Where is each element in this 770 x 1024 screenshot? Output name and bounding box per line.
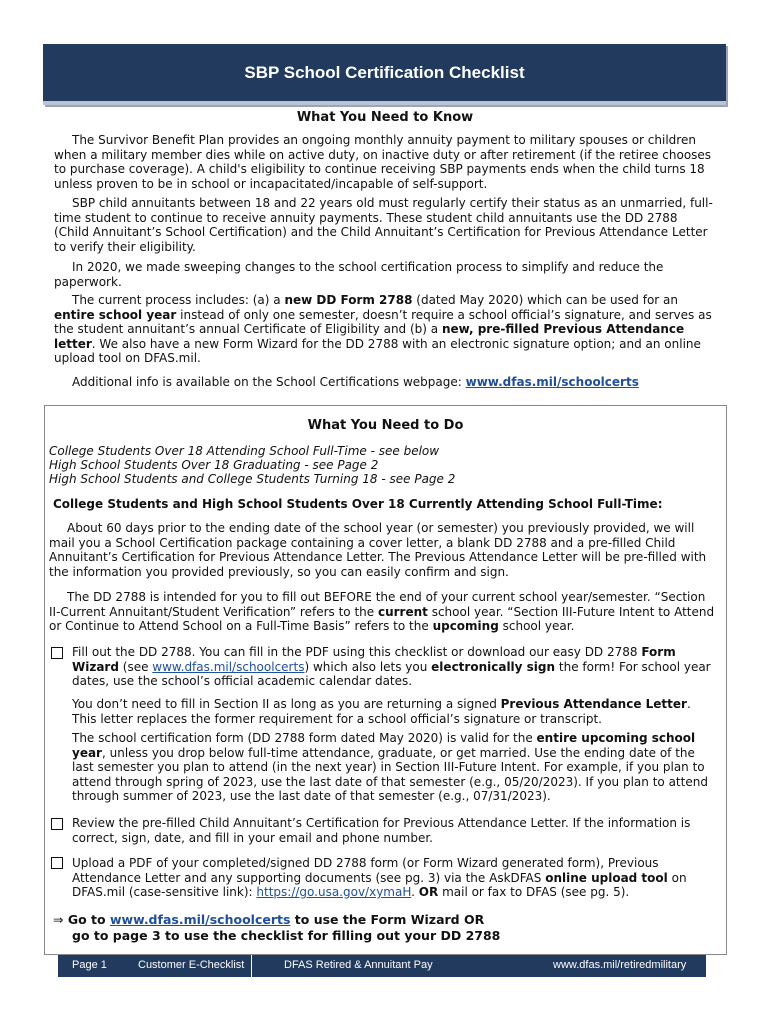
footer-page: Page 1 [72, 959, 107, 971]
upload-tool-link[interactable]: https://go.usa.gov/xymaH [256, 885, 412, 900]
footer-url: www.dfas.mil/retiredmilitary [553, 959, 687, 971]
section-heading-do: What You Need to Do [307, 418, 464, 433]
checkbox-review[interactable] [51, 818, 63, 830]
check-item-upload: Upload a PDF of your completed/signed DD 2788 form (or Form Wizard generated form), Previous Attendance Letter and any supporting documents (see pg. 3) via the AskDFAS online upload tool on DFAS.mil (case-sensitive link): https://go.usa.gov/xymaH. OR mail or fax to DFAS (see pg. 5). [72, 856, 687, 900]
footer-bar [58, 955, 706, 977]
check-item-fill-out: Fill out the DD 2788. You can fill in the PDF using this checklist or download our easy DD 2788 Form Wizard (see www.dfas.mil/schoolcerts) which also lets you electronically sign the form! For school year dates, use the school’s official academic calendar dates. [72, 645, 711, 689]
footer-org: DFAS Retired & Annuitant Pay [284, 959, 433, 971]
title-banner [43, 44, 726, 105]
final-schoolcerts-link[interactable]: www.dfas.mil/schoolcerts [109, 912, 291, 927]
know-paragraph-1: The Survivor Benefit Plan provides an ongoing monthly annuity payment to military spouses or children when a military member dies while on active duty, on inactive duty or after retirement (if the retiree chooses to purchase coverage). A child's eligibility to continue receiving SBP payments ends when the child turns 18 unless proven to be in school or incapacitated/incapable of self-support. [54, 133, 712, 191]
section-heading-know: What You Need to Know [296, 110, 474, 125]
page-title: SBP School Certification Checklist [244, 62, 525, 82]
footer-doc: Customer E-Checklist [138, 959, 245, 971]
footer-separator [251, 955, 252, 977]
check-item-fill-out-note-2: The school certification form (DD 2788 form dated May 2020) is valid for the entire upcoming school year, unless you drop below full-time attendance, graduate, or get married. Use the ending date of the last semester you plan to attend (in the next year) in Section III-Future Intent. For example, if you plan to attend through spring of 2023, use the last date of that semester (e.g., 05/20/2023). If you plan to attend through summer of 2023, use the last date of that semester (e.g., 07/31/2023). [72, 731, 708, 804]
todo-paragraph-1: About 60 days prior to the ending date of the school year (or semester) you previously provided, we will mail you a School Certification package containing a cover letter, a blank DD 2788 and a pre-filled Child Annuitant’s Certification for Previous Attendance Letter. The Previous Attendance Letter will be pre-filled with the information you provided previously, so you can easily confirm and sign. [49, 521, 707, 579]
final-instruction-line-1: ⇒ Go to www.dfas.mil/schoolcerts to use the Form Wizard OR [53, 912, 485, 927]
schoolcerts-link[interactable]: www.dfas.mil/schoolcerts [465, 375, 639, 389]
checkbox-fill-out[interactable] [51, 647, 63, 659]
final-instruction-line-2: go to page 3 to use the checklist for filling out your DD 2788 [72, 928, 501, 943]
todo-paragraph-2: The DD 2788 is intended for you to fill out BEFORE the end of your current school year/semester. “Section II-Current Annuitant/Student Verification” refers to the current school year. “Section III-Future Intent to Attend or Continue to Attend School on a Full-Time Basis” refers to the upcoming school year. [49, 590, 715, 634]
todo-subheading: College Students and High School Students Over 18 Currently Attending School Full-Time: [53, 497, 663, 511]
check-item-review: Review the pre-filled Child Annuitant’s Certification for Previous Attendance Letter. If the information is correct, sign, date, and fill in your email and phone number. [72, 816, 691, 845]
arrow-icon: ⇒ [53, 912, 64, 927]
check-item-fill-out-note-1: You don’t need to fill in Section II as long as you are returning a signed Previous Attendance Letter. This letter replaces the former requirement for a school official’s signature or transcript. [72, 697, 691, 726]
know-paragraph-2: SBP child annuitants between 18 and 22 years old must regularly certify their status as an unmarried, full-time student to continue to receive annuity payments. These student child annuitants use the DD 2788 (Child Annuitant’s School Certification) and the Child Annuitant’s Certification for Previous Attendance Letter to verify their eligibility. [54, 196, 713, 254]
todo-link-turning-18[interactable]: High School Students and College Students Turning 18 - see Page 2 [49, 472, 456, 486]
todo-link-college[interactable]: College Students Over 18 Attending School Full-Time - see below [49, 444, 440, 458]
checkbox-upload[interactable] [51, 857, 63, 869]
know-paragraph-3: In 2020, we made sweeping changes to the school certification process to simplify and reduce the paperwork. [54, 260, 664, 289]
form-wizard-link[interactable]: www.dfas.mil/schoolcerts [152, 659, 305, 674]
todo-link-graduating[interactable]: High School Students Over 18 Graduating - see Page 2 [49, 458, 379, 472]
know-paragraph-4: The current process includes: (a) a new DD Form 2788 (dated May 2020) which can be used for an entire school year instead of only one semester, doesn’t require a school official’s signature, and serves as the student annuitant’s annual Certificate of Eligibility and (b) a new, pre-filled Previous Attendance letter. We also have a new Form Wizard for the DD 2788 with an electronic signature option; and an online upload tool on DFAS.mil. [54, 293, 712, 366]
know-paragraph-5: Additional info is available on the School Certifications webpage: www.dfas.mil/schoolcerts [72, 375, 639, 389]
